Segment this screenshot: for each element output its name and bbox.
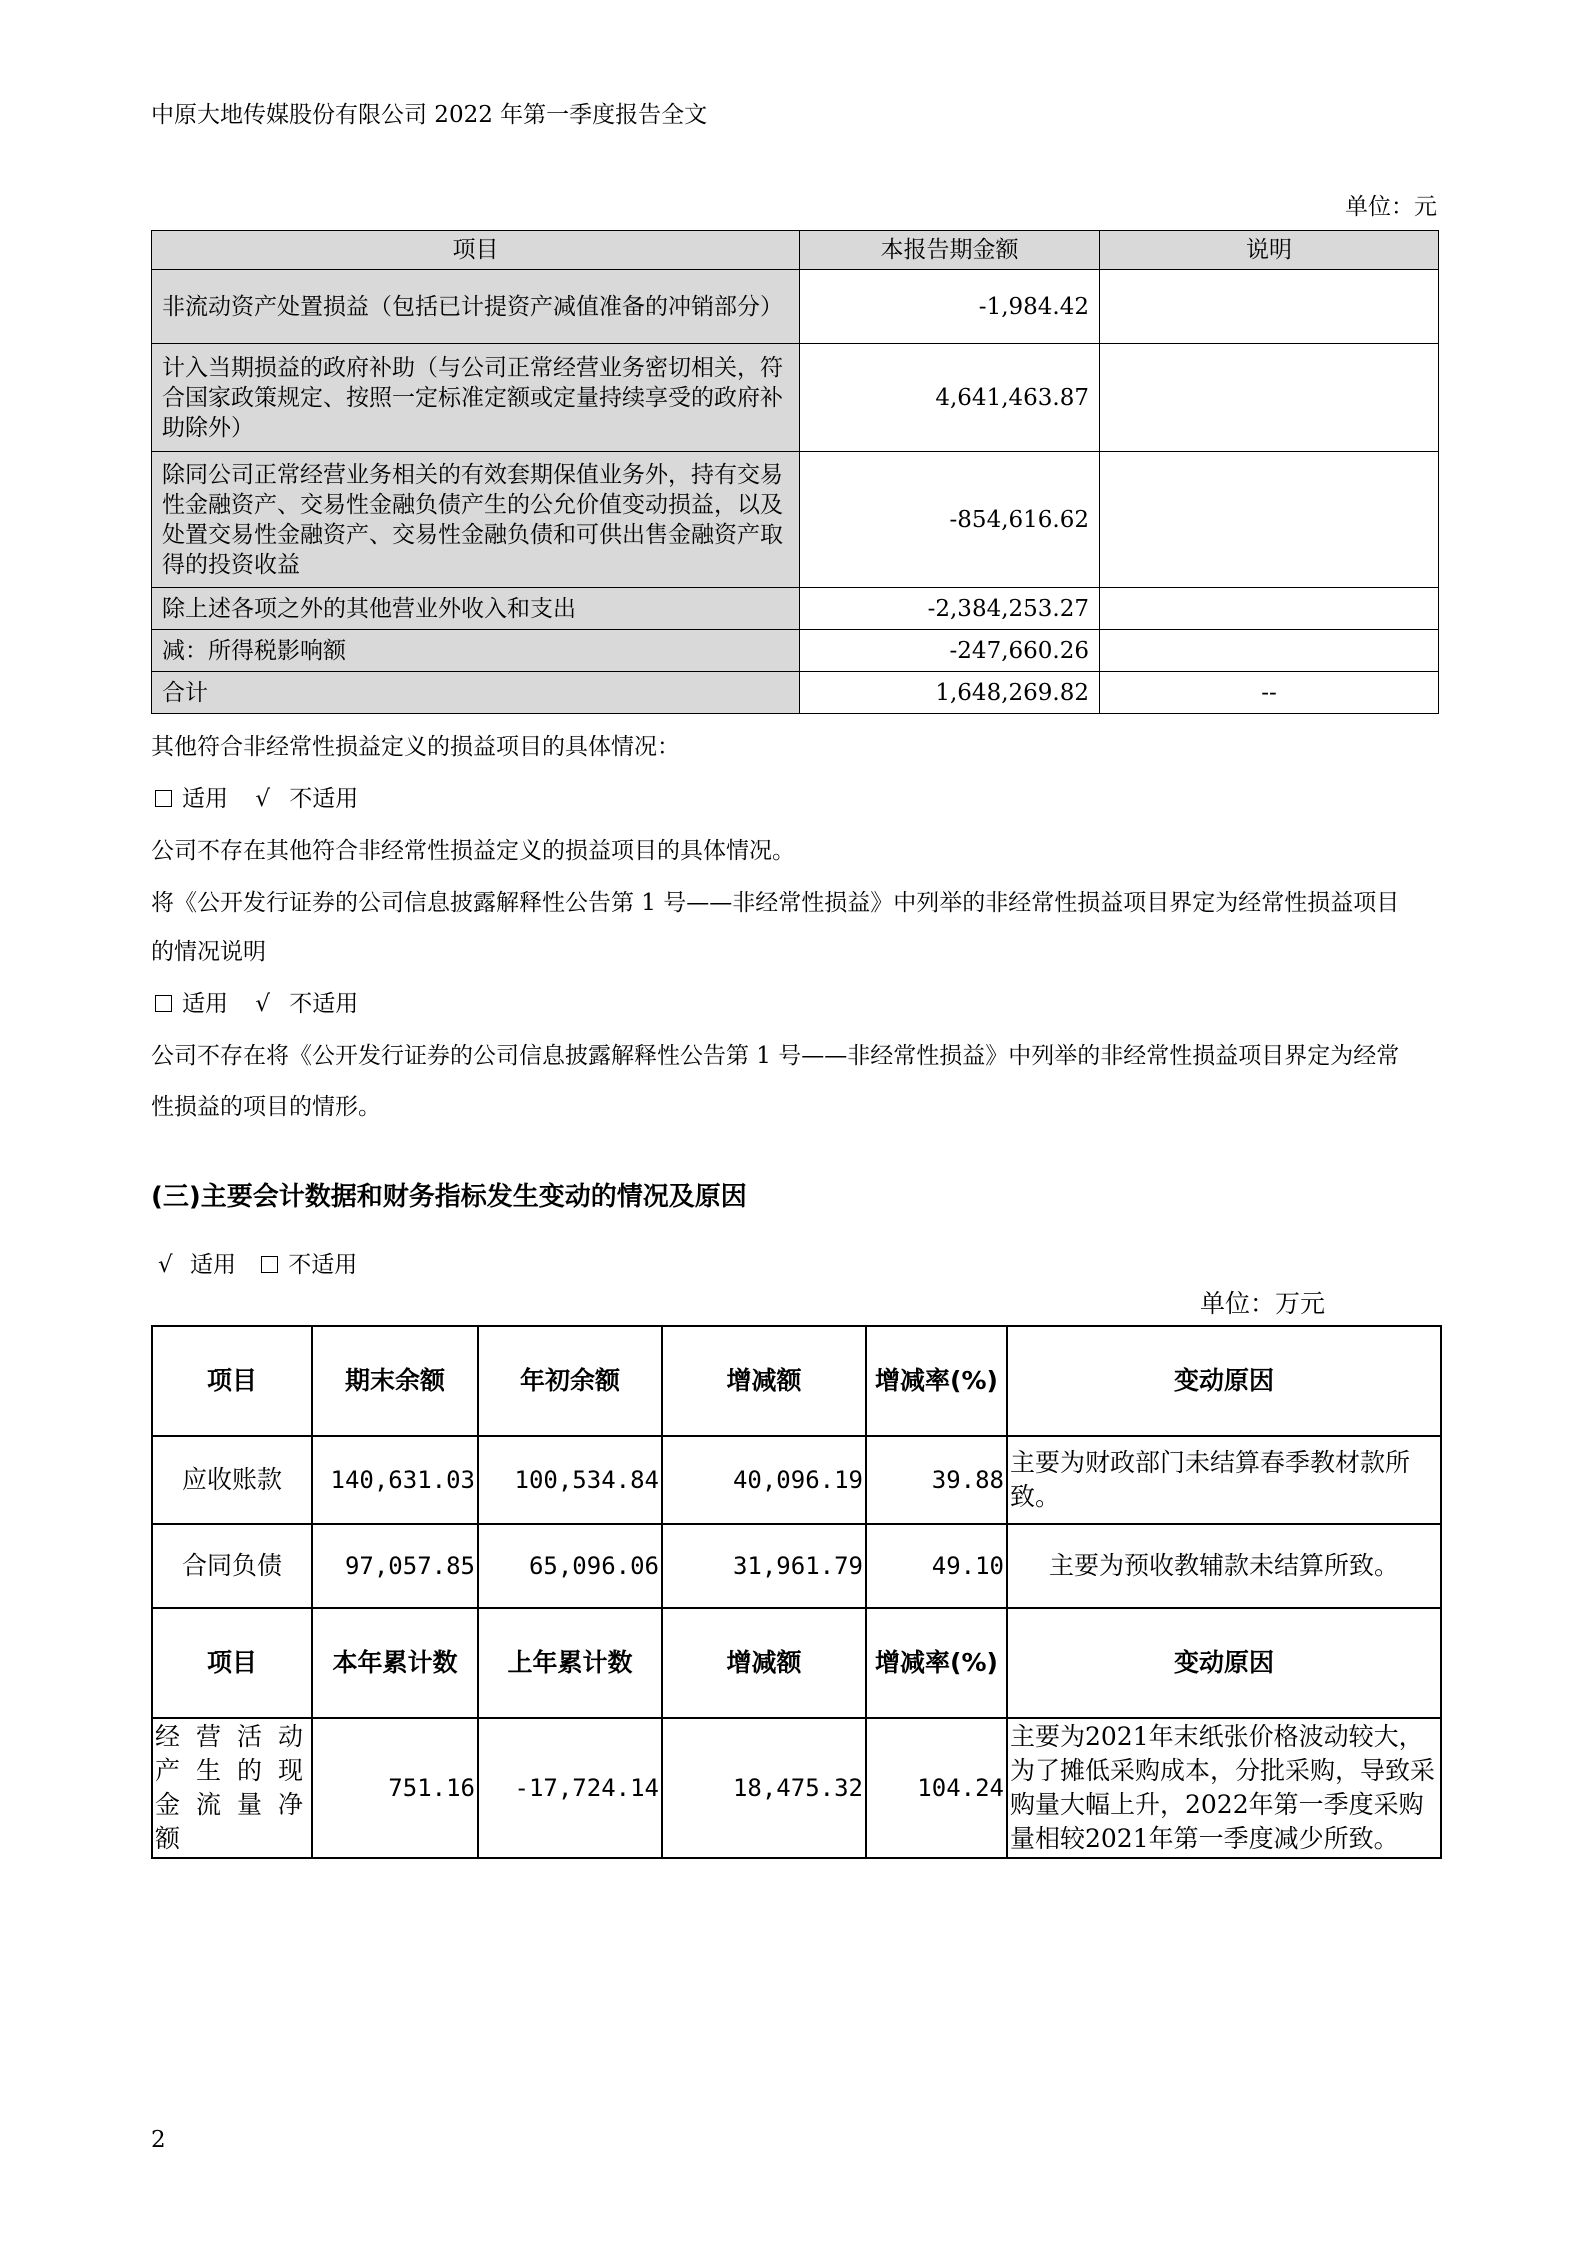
table-row	[152, 270, 1439, 344]
row-reason: 主要为预收教辅款未结算所致。	[1007, 1524, 1441, 1608]
header-reason: 变动原因	[1007, 1608, 1441, 1718]
header-item: 项目	[152, 1608, 312, 1718]
table-header-row	[152, 1608, 1441, 1718]
row-begin: 65,096.06	[478, 1524, 662, 1608]
paragraph-reclass-line1: 将《公开发行证券的公司信息披露解释性公告第 1 号——非经常性损益》中列举的非经常性损益项目界定为经常性损益项目	[151, 890, 1400, 916]
non-recurring-gains-table	[151, 230, 1439, 714]
row-rate: 104.24	[866, 1718, 1007, 1858]
checkbox-unchecked-icon	[261, 1256, 278, 1273]
checkmark-icon: √	[255, 786, 270, 812]
table-row-total	[152, 672, 1439, 714]
unit-label-wanyuan: 单位：万元	[1200, 1289, 1326, 1318]
row-amount: -247,660.26	[800, 630, 1100, 672]
option-applicable: 适用	[182, 786, 228, 812]
header-amount: 本报告期金额	[800, 231, 1100, 270]
row-amount: 1,648,269.82	[800, 672, 1100, 714]
row-change: 31,961.79	[662, 1524, 866, 1608]
paragraph-no-other-items: 公司不存在其他符合非经常性损益定义的损益项目的具体情况。	[151, 838, 795, 864]
row-change: 40,096.19	[662, 1436, 866, 1524]
row-item: 合计	[152, 672, 800, 714]
table-row	[152, 588, 1439, 630]
row-note: --	[1100, 672, 1439, 714]
header-prior-cumulative: 上年累计数	[478, 1608, 662, 1718]
table-row	[152, 452, 1439, 588]
row-change: 18,475.32	[662, 1718, 866, 1858]
checkbox-line-1	[155, 784, 358, 814]
row-note	[1100, 588, 1439, 630]
row-rate: 49.10	[866, 1524, 1007, 1608]
option-applicable: 适用	[182, 991, 228, 1017]
row-item: 应收账款	[152, 1436, 312, 1524]
checkmark-icon: √	[158, 1252, 173, 1278]
paragraph-other-items: 其他符合非经常性损益定义的损益项目的具体情况：	[151, 734, 680, 760]
header-rate: 增减率(%)	[866, 1326, 1007, 1436]
section-title: (三)主要会计数据和财务指标发生变动的情况及原因	[151, 1182, 747, 1212]
page-header: 中原大地传媒股份有限公司 2022 年第一季度报告全文	[151, 102, 708, 128]
option-not-applicable: 不适用	[289, 786, 359, 812]
table-header-row	[152, 1326, 1441, 1436]
option-applicable: 适用	[189, 1252, 236, 1278]
paragraph-no-reclass-line1: 公司不存在将《公开发行证券的公司信息披露解释性公告第 1 号——非经常性损益》中列举的非经常性损益项目界定为经常	[151, 1043, 1400, 1069]
paragraph-reclass-line2: 的情况说明	[151, 939, 266, 965]
table-header-row	[152, 231, 1439, 270]
header-end-balance: 期末余额	[312, 1326, 478, 1436]
table-row	[152, 344, 1439, 452]
table-row	[152, 1718, 1441, 1858]
row-begin: 100,534.84	[478, 1436, 662, 1524]
checkbox-unchecked-icon	[155, 790, 172, 807]
checkbox-line-2	[155, 989, 358, 1019]
paragraph-no-reclass-line2: 性损益的项目的情形。	[151, 1094, 381, 1120]
option-not-applicable: 不适用	[288, 1252, 358, 1278]
row-item: 合同负债	[152, 1524, 312, 1608]
header-current-cumulative: 本年累计数	[312, 1608, 478, 1718]
financial-changes-table	[151, 1325, 1442, 1859]
header-begin-balance: 年初余额	[478, 1326, 662, 1436]
header-change: 增减额	[662, 1608, 866, 1718]
row-note	[1100, 630, 1439, 672]
header-rate: 增减率(%)	[866, 1608, 1007, 1718]
header-reason: 变动原因	[1007, 1326, 1441, 1436]
row-amount: 4,641,463.87	[800, 344, 1100, 452]
table-row	[152, 630, 1439, 672]
row-item: 计入当期损益的政府补助（与公司正常经营业务密切相关，符合国家政策规定、按照一定标准定额或定量持续享受的政府补助除外）	[152, 344, 800, 452]
row-current: 751.16	[312, 1718, 478, 1858]
header-change: 增减额	[662, 1326, 866, 1436]
header-note: 说明	[1100, 231, 1439, 270]
row-prior: -17,724.14	[478, 1718, 662, 1858]
header-item: 项目	[152, 1326, 312, 1436]
table-row	[152, 1524, 1441, 1608]
row-end: 97,057.85	[312, 1524, 478, 1608]
row-item: 减：所得税影响额	[152, 630, 800, 672]
header-item: 项目	[152, 231, 800, 270]
row-item: 除同公司正常经营业务相关的有效套期保值业务外，持有交易性金融资产、交易性金融负债产生的公允价值变动损益，以及处置交易性金融资产、交易性金融负债和可供出售金融资产取得的投资收益	[152, 452, 800, 588]
row-amount: -2,384,253.27	[800, 588, 1100, 630]
row-note	[1100, 452, 1439, 588]
row-reason: 主要为财政部门未结算春季教材款所致。	[1007, 1436, 1441, 1524]
row-note	[1100, 270, 1439, 344]
row-reason: 主要为2021年末纸张价格波动较大，为了摊低采购成本，分批采购，导致采购量大幅上升，2022年第一季度采购量相较2021年第一季度减少所致。	[1007, 1718, 1441, 1858]
row-amount: -1,984.42	[800, 270, 1100, 344]
checkmark-icon: √	[255, 991, 270, 1017]
checkbox-unchecked-icon	[155, 995, 172, 1012]
page-number: 2	[151, 2127, 166, 2153]
row-item: 除上述各项之外的其他营业外收入和支出	[152, 588, 800, 630]
option-not-applicable: 不适用	[289, 991, 359, 1017]
row-item: 非流动资产处置损益（包括已计提资产减值准备的冲销部分）	[152, 270, 800, 344]
row-rate: 39.88	[866, 1436, 1007, 1524]
row-amount: -854,616.62	[800, 452, 1100, 588]
unit-label-yuan: 单位：元	[1345, 194, 1437, 220]
row-end: 140,631.03	[312, 1436, 478, 1524]
table-row	[152, 1436, 1441, 1524]
row-note	[1100, 344, 1439, 452]
row-item: 经营活动产生的现金流量净额	[152, 1718, 312, 1858]
checkbox-line-3	[158, 1250, 357, 1280]
